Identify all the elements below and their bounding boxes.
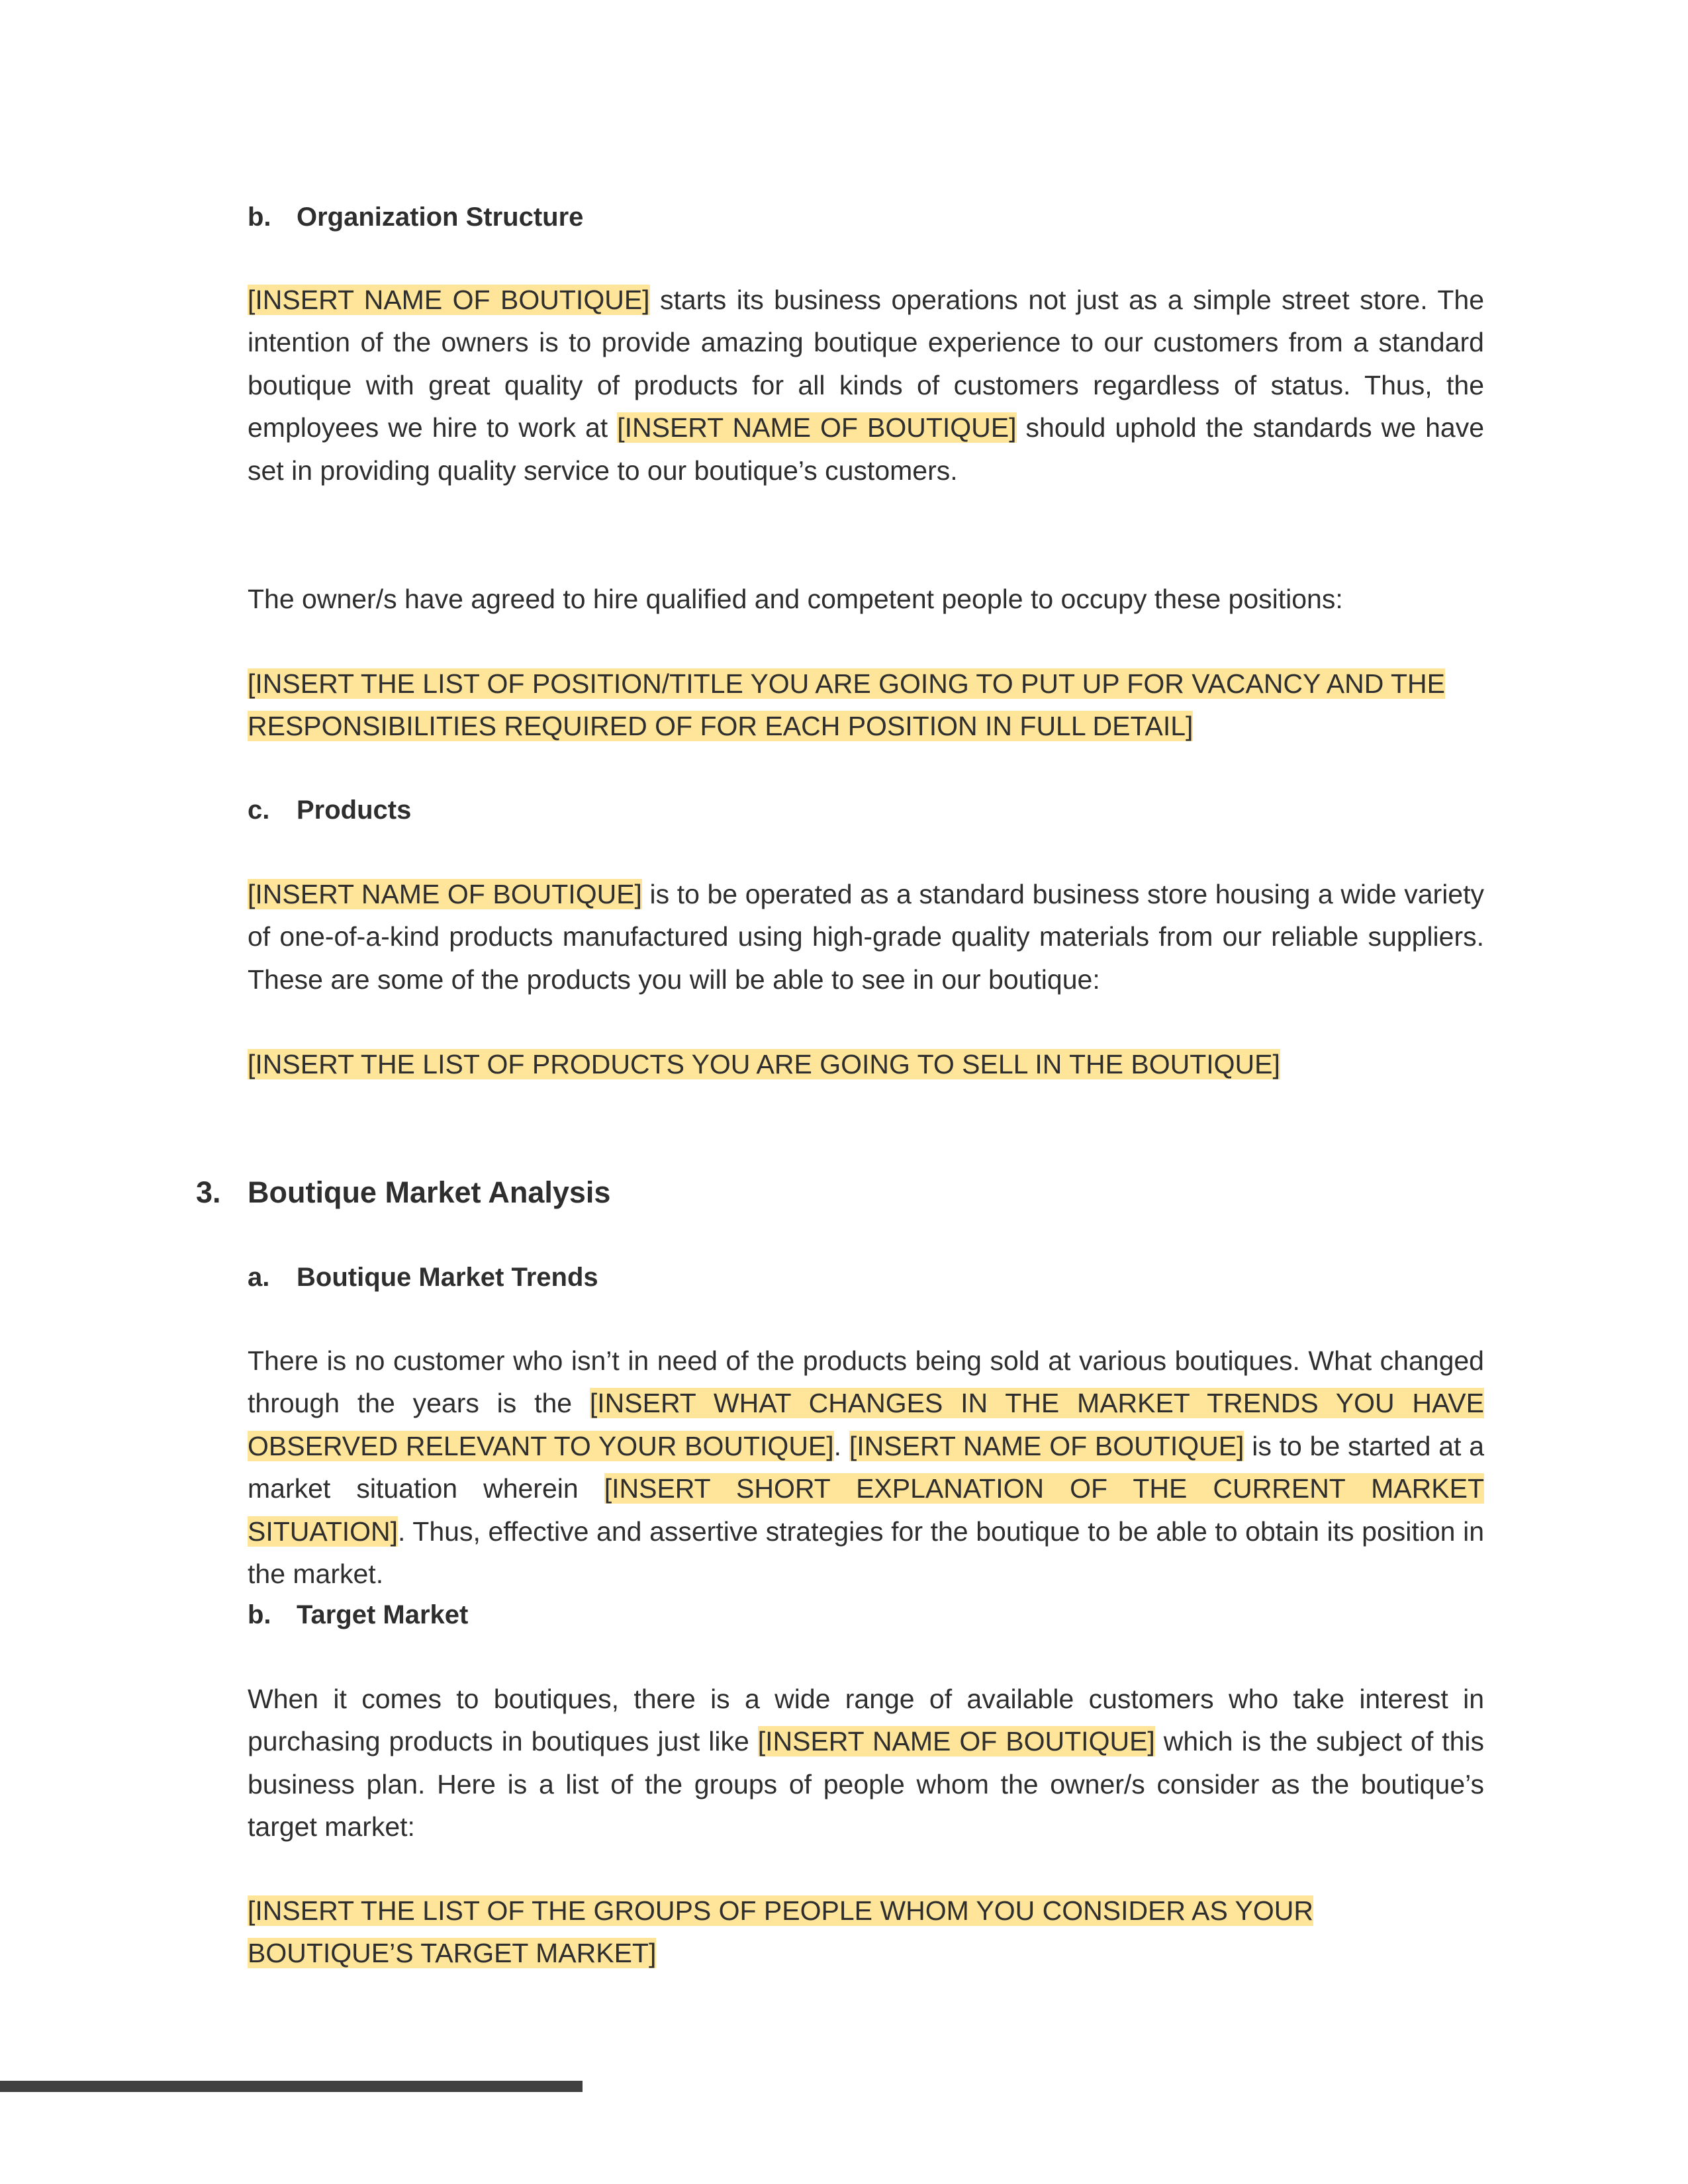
placeholder-products-list <box>248 1043 1484 1085</box>
subheading-title: Boutique Market Trends <box>297 1263 598 1292</box>
placeholder-highlight: [INSERT THE LIST OF POSITION/TITLE YOU ARE GOING TO PUT UP FOR VACANCY AND THE RESPONSIBILITIES REQUIRED OF FOR EACH POSITION IN FULL DETAIL] <box>248 668 1445 742</box>
paragraph-positions-intro: The owner/s have agreed to hire qualified and competent people to occupy these positions: <box>248 584 1343 614</box>
section-heading-market-analysis <box>196 1171 1484 1214</box>
subheading-title: Organization Structure <box>297 203 584 232</box>
subheading-organization-structure <box>248 196 1484 238</box>
paragraph-text: . Thus, effective and assertive strategies for the boutique to be able to obtain its position in the market. <box>248 1516 1484 1590</box>
subheading-target-market <box>248 1594 1484 1636</box>
subheading-label: c. <box>248 796 270 825</box>
paragraph-text: which is the subject of this business plan. Here is a list of the groups of people whom the owner/s consider as the boutique’s target market: <box>248 1726 1484 1843</box>
paragraph-text: starts its business operations not just as a simple street store. The intention of the owners is to provide amazing boutique experience to our customers from a standard boutique with great quality of products for all kinds of customers regardless of status. Thus, the employees we hire to work at <box>248 285 1484 443</box>
footer-rule <box>0 2081 583 2092</box>
placeholder-target-market-list <box>248 1889 1484 1975</box>
placeholder-highlight: [INSERT WHAT CHANGES IN THE MARKET TRENDS YOU HAVE OBSERVED RELEVANT TO YOUR BOUTIQUE] <box>248 1388 1484 1461</box>
paragraph-organization-intro <box>248 279 1484 492</box>
paragraph-target-market <box>248 1678 1484 1848</box>
placeholder-highlight: [INSERT NAME OF BOUTIQUE] <box>849 1430 1244 1461</box>
placeholder-highlight: [INSERT THE LIST OF PRODUCTS YOU ARE GOING TO SELL IN THE BOUTIQUE] <box>248 1049 1280 1079</box>
placeholder-highlight: [INSERT NAME OF BOUTIQUE] <box>617 412 1017 443</box>
placeholder-highlight: [INSERT NAME OF BOUTIQUE] <box>248 879 642 909</box>
subheading-products <box>248 789 1484 831</box>
placeholder-highlight: [INSERT SHORT EXPLANATION OF THE CURRENT MARKET SITUATION] <box>248 1473 1484 1547</box>
paragraph-text: is to be operated as a standard business store housing a wide variety of one-of-a-kind products manufactured using high-grade quality materials from our reliable suppliers. These are some of the products you will be able to see in our boutique: <box>248 879 1484 995</box>
subheading-label: b. <box>248 203 271 232</box>
subheading-market-trends <box>248 1256 1484 1298</box>
paragraph-products-intro <box>248 873 1484 1001</box>
paragraph-text: is to be started at a market situation wherein <box>248 1430 1485 1504</box>
paragraph-market-trends <box>248 1340 1484 1595</box>
subheading-label: a. <box>248 1263 270 1292</box>
paragraph-text: When it comes to boutiques, there is a wide range of available customers who take interest in purchasing products in boutiques just like <box>248 1684 1484 1757</box>
paragraph-text: . <box>833 1430 849 1461</box>
subheading-title: Target Market <box>297 1600 469 1629</box>
subheading-title: Products <box>297 796 412 825</box>
paragraph-text: should uphold the standards we have set in providing quality service to our boutique’s customers. <box>248 412 1485 486</box>
section-number: 3. <box>196 1175 221 1209</box>
placeholder-highlight: [INSERT THE LIST OF THE GROUPS OF PEOPLE WHOM YOU CONSIDER AS YOUR BOUTIQUE’S TARGET MARKET] <box>248 1895 1313 1969</box>
placeholder-positions-list <box>248 662 1484 748</box>
section-title: Boutique Market Analysis <box>248 1175 611 1209</box>
placeholder-highlight: [INSERT NAME OF BOUTIQUE] <box>757 1726 1155 1757</box>
subheading-label: b. <box>248 1600 271 1629</box>
placeholder-highlight: [INSERT NAME OF BOUTIQUE] <box>248 285 650 315</box>
paragraph-text: There is no customer who isn’t in need of the products being sold at various boutiques. What changed through the years is the <box>248 1345 1484 1419</box>
